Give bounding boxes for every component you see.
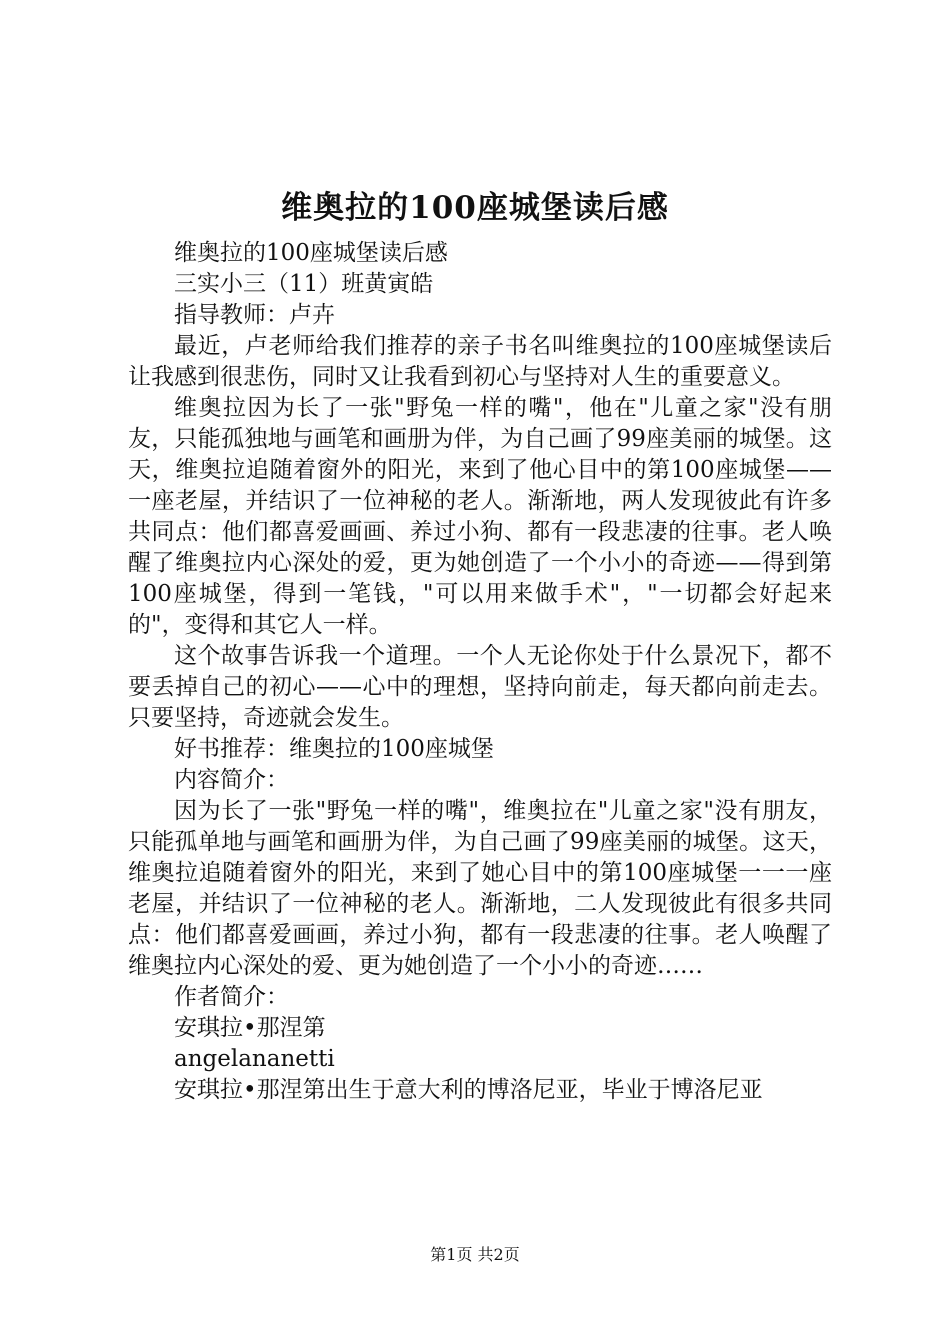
paragraph: 作者简介： [174,984,289,1010]
paragraph: 内容简介： [174,767,289,793]
document-body [128,238,832,1106]
paragraph: 安琪拉•那涅第 [174,1015,326,1041]
paragraph: 安琪拉•那涅第出生于意大利的博洛尼亚，毕业于博洛尼亚 [174,1077,763,1103]
paragraph: 维奥拉因为长了一张"野兔一样的嘴"，他在"儿童之家"没有朋友，只能孤独地与画笔和画册为伴，为自己画了99座美丽的城堡。这天，维奥拉追随着窗外的阳光，来到了他心目中的第100座城堡——一座老屋，并结识了一位神秘的老人。渐渐地，两人发现彼此有许多共同点：他们都喜爱画画、养过小狗、都有一段悲凄的往事。老人唤醒了维奥拉内心深处的爱，更为她创造了一个小小的奇迹——得到第100座城堡，得到一笔钱，"可以用来做手术"，"一切都会好起来的"，变得和其它人一样。 [128,395,832,638]
paragraph: 指导教师：卢卉 [174,302,335,328]
paragraph: 维奥拉的100座城堡读后感 [174,240,448,266]
paragraph: 最近，卢老师给我们推荐的亲子书名叫维奥拉的100座城堡读后让我感到很悲伤，同时又让我看到初心与坚持对人生的重要意义。 [128,333,832,390]
page-footer: 第1页 共2页 [430,1245,520,1264]
paragraph: 因为长了一张"野兔一样的嘴"，维奥拉在"儿童之家"没有朋友，只能孤单地与画笔和画册为伴，为自己画了99座美丽的城堡。这天，维奥拉追随着窗外的阳光，来到了她心目中的第100座城堡一一一座老屋，并结识了一位神秘的老人。渐渐地，二人发现彼此有很多共同点：他们都喜爱画画，养过小狗，都有一段悲凄的往事。老人唤醒了维奥拉内心深处的爱、更为她创造了一个小小的奇迹…… [128,798,832,979]
document-title: 维奥拉的100座城堡读后感 [281,190,669,226]
paragraph: 三实小三（11）班黄寅皓 [174,271,434,297]
paragraph: 好书推荐：维奥拉的100座城堡 [174,736,494,762]
paragraph: angelananetti [174,1046,335,1072]
paragraph: 这个故事告诉我一个道理。一个人无论你处于什么景况下，都不要丢掉自己的初心——心中的理想，坚持向前走，每天都向前走去。只要坚持，奇迹就会发生。 [128,643,832,731]
